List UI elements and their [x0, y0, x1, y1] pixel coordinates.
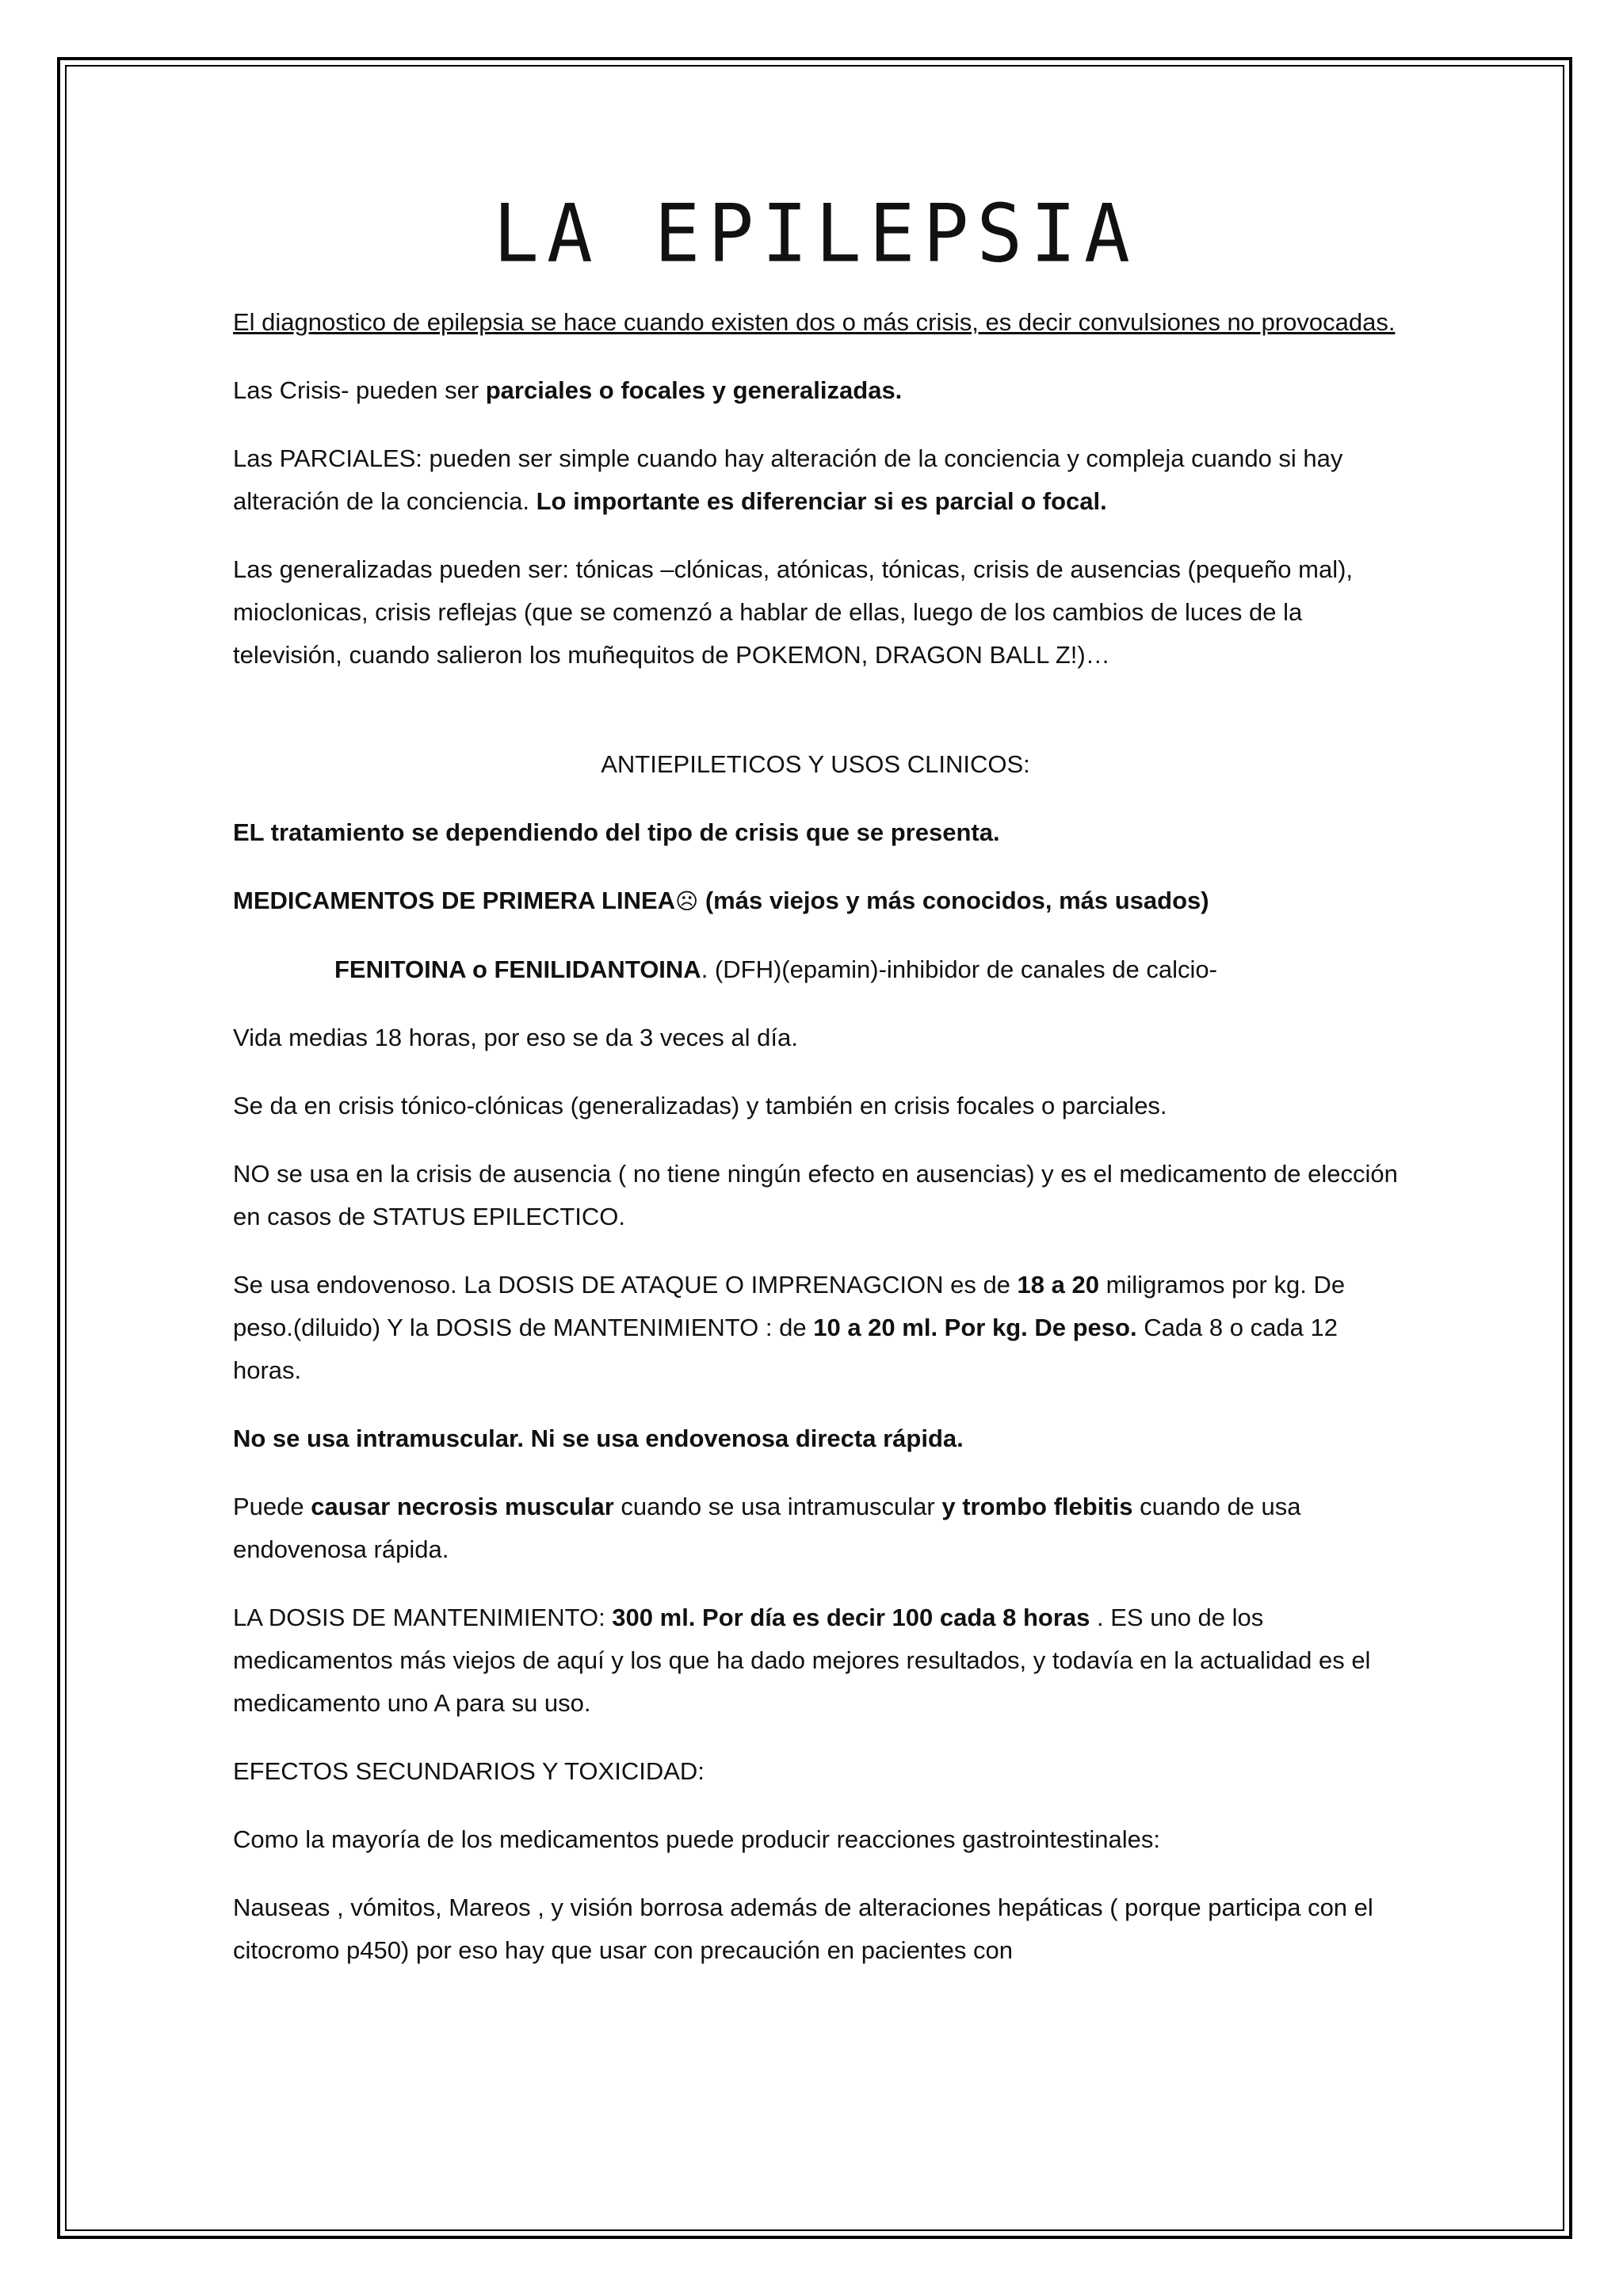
paragraph-treatment	[233, 811, 1398, 854]
paragraph-dosage	[233, 1264, 1398, 1392]
text-run: cuando se usa intramuscular	[613, 1493, 942, 1520]
spacer	[233, 702, 1398, 743]
text-run: Se usa endovenoso. La DOSIS DE ATAQUE O IMPRENAGCION es de	[233, 1271, 1018, 1299]
text-run: MEDICAMENTOS DE PRIMERA LINEA	[233, 887, 676, 914]
bold-run: parciales o focales y generalizadas.	[485, 376, 903, 404]
text-run: (más viejos y más conocidos, más usados)	[698, 887, 1209, 914]
bold-run: FENITOINA o FENILIDANTOINA	[334, 955, 701, 983]
text-run: Puede	[233, 1493, 311, 1520]
bold-run: 18 a 20	[1017, 1271, 1099, 1299]
paragraph-generalized: Las generalizadas pueden ser: tónicas –clónicas, atónicas, tónicas, crisis de ausencias (pequeño mal), mioclonicas, crisis reflejas (que se comenzó a hablar de ellas, luego de los cambios de luces de la televisión, cuando salieron los muñequitos de POKEMON, DRAGON BALL Z!)…	[233, 555, 1354, 669]
text-run: . (DFH)(epamin)-inhibidor de canales de calcio-	[701, 955, 1217, 983]
paragraph-indications: Se da en crisis tónico-clónicas (generalizadas) y también en crisis focales o parciales.	[233, 1092, 1167, 1119]
text-run: miligramos por kg. De peso.(diluido) Y la DOSIS de MANTENIMIENTO : de	[233, 1271, 1346, 1341]
bold-run: EL tratamiento se dependiendo del tipo de crisis que se presenta.	[233, 818, 1000, 846]
bold-run: y trombo flebitis	[941, 1493, 1133, 1520]
paragraph-crisis-types	[233, 369, 1398, 412]
bold-run: 10 a 20 ml. Por kg. De peso.	[813, 1314, 1137, 1341]
paragraph-first-line	[233, 879, 1398, 923]
paragraph-half-life: Vida medias 18 horas, por eso se da 3 veces al día.	[233, 1024, 798, 1051]
bold-run	[233, 887, 1209, 914]
paragraph-adverse-route	[233, 1486, 1398, 1571]
document-body	[233, 158, 1398, 1997]
text-run: Cada 8 o cada 12 horas.	[233, 1314, 1338, 1384]
document-title: LA EPILEPSIA	[493, 187, 1138, 280]
paragraph-diagnosis: El diagnostico de epilepsia se hace cuando existen dos o más crisis, es decir convulsiones no provocadas.	[233, 308, 1396, 336]
bold-run: causar necrosis muscular	[311, 1493, 614, 1520]
text-run: Las PARCIALES: pueden ser simple cuando hay alteración de la conciencia y compleja cuando si hay alteración de la conciencia.	[233, 444, 1343, 515]
text-run: . ES uno de los medicamentos más viejos de aquí y los que ha dado mejores resultados, y todavía en la actualidad es el medicamento uno A para su uso.	[233, 1604, 1371, 1717]
paragraph-symptoms: Nauseas , vómitos, Mareos , y visión borrosa además de alteraciones hepáticas ( porque participa con el citocromo p450) por eso hay que usar con precaución en pacientes con	[233, 1894, 1373, 1964]
paragraph-contraindications: NO se usa en la crisis de ausencia ( no tiene ningún efecto en ausencias) y es el medicamento de elección en casos de STATUS EPILECTICO.	[233, 1160, 1398, 1230]
paragraph-fenitoina	[233, 948, 1398, 991]
bold-run: 300 ml. Por día es decir 100 cada 8 horas	[612, 1604, 1090, 1631]
section-heading-side-effects: EFECTOS SECUNDARIOS Y TOXICIDAD:	[233, 1757, 705, 1785]
bold-run: No se usa intramuscular. Ni se usa endovenosa directa rápida.	[233, 1425, 964, 1452]
section-heading-antiepileptics: ANTIEPILETICOS Y USOS CLINICOS:	[601, 750, 1030, 778]
paragraph-route-warning	[233, 1417, 1398, 1460]
bold-run: Lo importante es diferenciar si es parcial o focal.	[536, 487, 1107, 515]
sad-face-icon: ☹	[675, 888, 699, 914]
text-run: LA DOSIS DE MANTENIMIENTO:	[233, 1604, 613, 1631]
paragraph-partial	[233, 437, 1398, 523]
paragraph-gi-reactions: Como la mayoría de los medicamentos puede producir reacciones gastrointestinales:	[233, 1825, 1160, 1853]
paragraph-maintenance	[233, 1596, 1398, 1725]
text-run: Las Crisis- pueden ser	[233, 376, 486, 404]
text-run: cuando de usa endovenosa rápida.	[233, 1493, 1301, 1563]
